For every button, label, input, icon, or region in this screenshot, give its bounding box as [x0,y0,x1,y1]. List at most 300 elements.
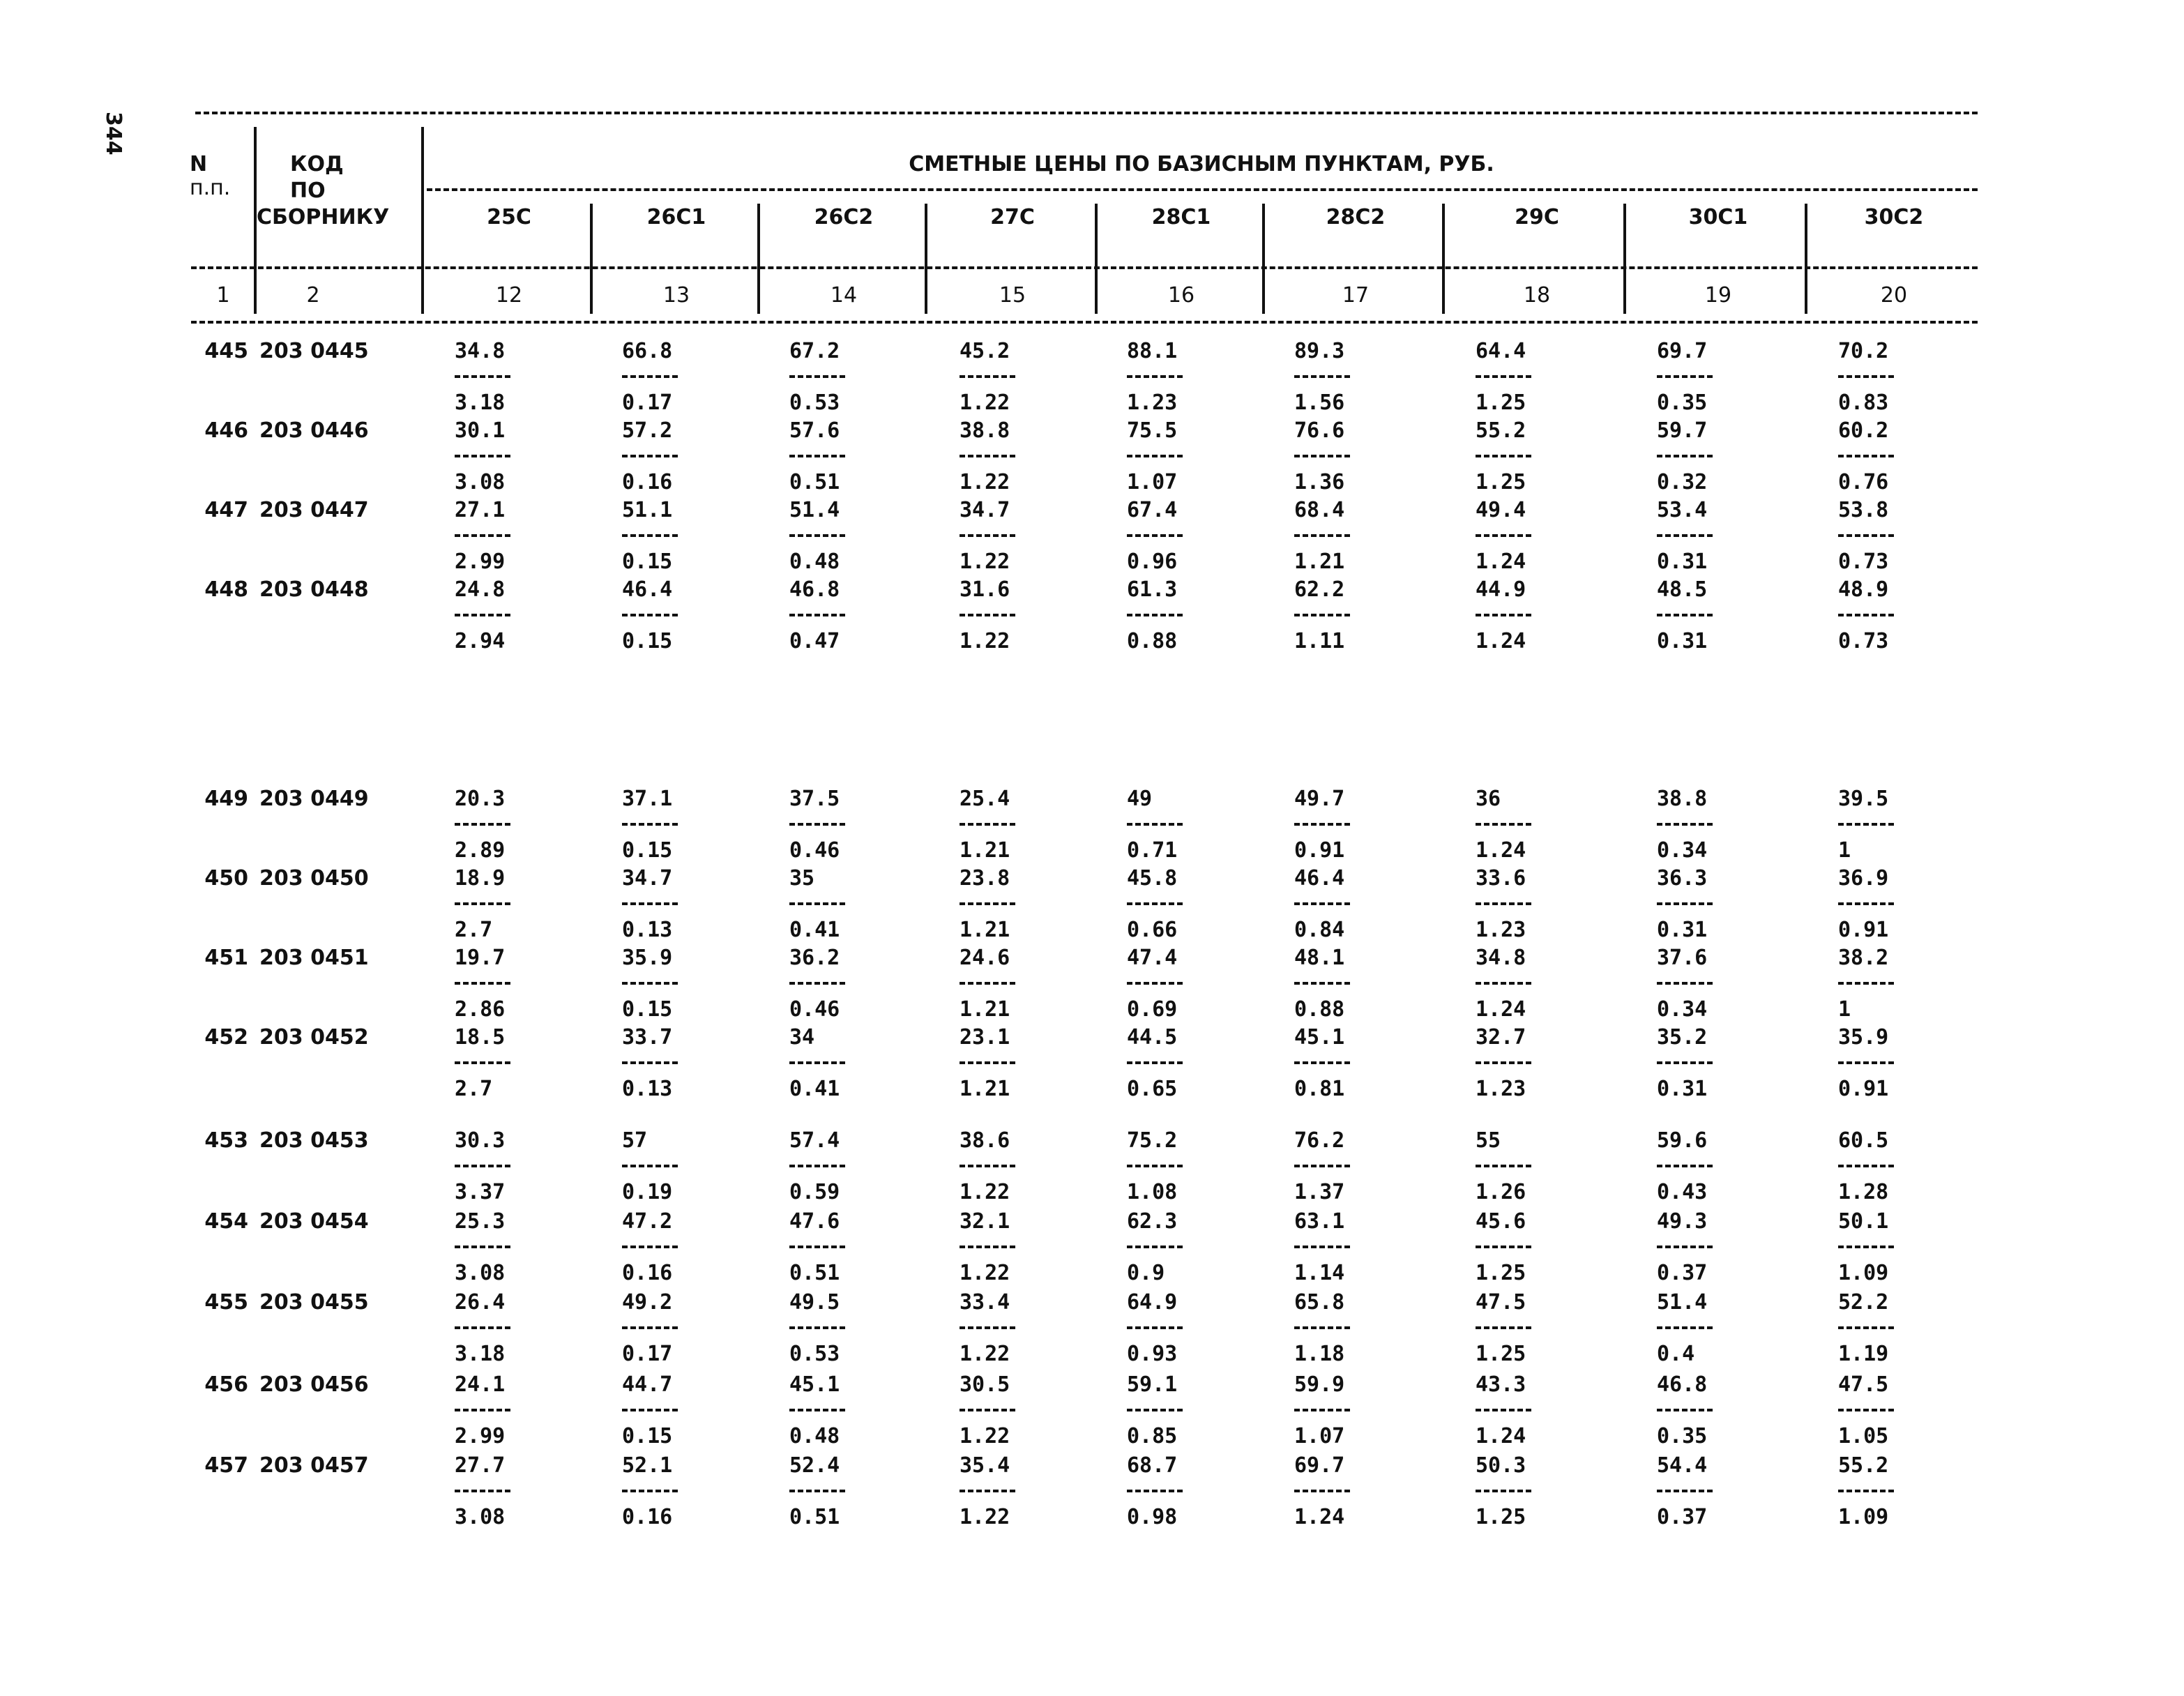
price-subvalue: 1.11 [1294,629,1345,653]
price-subvalue: 0.85 [1127,1424,1178,1448]
fraction-bar [455,1409,510,1411]
fraction-bar [1127,823,1183,826]
fraction-bar [1838,1409,1894,1411]
price-subvalue: 2.7 [455,1077,493,1101]
price-value: 62.2 [1294,577,1345,602]
price-subvalue: 0.46 [789,997,840,1022]
fraction-bar [1838,375,1894,378]
fraction-bar [1838,902,1894,905]
price-value: 47.5 [1838,1372,1889,1397]
col-code-label-3: СБОРНИКУ [257,205,390,229]
price-subvalue: 1.22 [960,470,1010,494]
price-subvalue: 1.25 [1476,391,1526,415]
price-subvalue: 1.19 [1838,1342,1889,1366]
price-value: 35.9 [622,946,673,970]
price-subvalue: 1.23 [1476,918,1526,942]
fraction-bar [960,1326,1015,1329]
price-value: 76.2 [1294,1128,1345,1153]
column-index: 19 [1704,283,1732,308]
fraction-bar [622,534,678,537]
fraction-bar [1657,455,1713,457]
row-code: 203 0445 [259,339,369,363]
price-value: 35.9 [1838,1025,1889,1050]
fraction-bar [1838,823,1894,826]
price-subvalue: 3.08 [455,470,506,494]
price-value: 47.4 [1127,946,1178,970]
price-subvalue: 0.15 [622,997,673,1022]
price-subvalue: 1.21 [960,1077,1010,1101]
price-subvalue: 0.31 [1657,550,1708,574]
price-subvalue: 1.25 [1476,470,1526,494]
price-value: 49.3 [1657,1209,1708,1234]
fraction-bar [1657,1326,1713,1329]
fraction-bar [1294,902,1350,905]
row-number: 446 [204,418,248,443]
fraction-bar [789,1061,845,1064]
price-subvalue: 3.18 [455,1342,506,1366]
price-value: 33.6 [1476,866,1526,891]
fraction-bar [1657,375,1713,378]
fraction-bar [1294,823,1350,826]
price-value: 36.2 [789,946,840,970]
price-value: 24.8 [455,577,506,602]
price-value: 38.8 [1657,787,1708,811]
price-subvalue: 1.25 [1476,1342,1526,1366]
price-subvalue: 1.21 [960,918,1010,942]
price-subvalue: 0.16 [622,1505,673,1529]
price-value: 36 [1476,787,1501,811]
price-subvalue: 1.21 [960,838,1010,863]
fraction-bar [1476,534,1531,537]
price-value: 45.1 [789,1372,840,1397]
price-value: 68.7 [1127,1453,1178,1478]
fraction-bar [789,1326,845,1329]
price-value: 27.7 [455,1453,506,1478]
row-number: 448 [204,577,248,602]
fraction-bar [1476,1409,1531,1411]
price-value: 51.4 [1657,1290,1708,1315]
price-subvalue: 0.19 [622,1180,673,1204]
price-value: 64.9 [1127,1290,1178,1315]
price-value: 65.8 [1294,1290,1345,1315]
fraction-bar [622,1165,678,1167]
fraction-bar [1127,614,1183,616]
price-value: 24.1 [455,1372,506,1397]
price-value: 30.1 [455,418,506,443]
fraction-bar [1476,1490,1531,1492]
fraction-bar [1657,1246,1713,1248]
price-value: 61.3 [1127,577,1178,602]
price-subvalue: 0.34 [1657,838,1708,863]
price-subvalue: 0.51 [789,1505,840,1529]
price-subvalue: 1.24 [1294,1505,1345,1529]
fraction-bar [1476,902,1531,905]
price-value: 53.8 [1838,498,1889,522]
price-value: 57 [622,1128,648,1153]
row-number: 452 [204,1025,248,1050]
price-value: 62.3 [1127,1209,1178,1234]
price-value: 37.6 [1657,946,1708,970]
fraction-bar [1657,1490,1713,1492]
price-subvalue: 1.25 [1476,1261,1526,1285]
fraction-bar [1127,534,1183,537]
price-value: 23.1 [960,1025,1010,1050]
fraction-bar [789,1165,845,1167]
fraction-bar [622,982,678,985]
fraction-bar [455,1246,510,1248]
price-value: 32.7 [1476,1025,1526,1050]
table-row [0,1025,2184,1137]
fraction-bar [960,1409,1015,1411]
price-subvalue: 0.83 [1838,391,1889,415]
price-value: 59.6 [1657,1128,1708,1153]
price-value: 38.6 [960,1128,1010,1153]
fraction-bar [1657,982,1713,985]
price-subvalue: 0.51 [789,1261,840,1285]
price-subvalue: 3.18 [455,391,506,415]
price-subvalue: 1 [1838,997,1851,1022]
price-value: 46.4 [1294,866,1345,891]
price-subvalue: 1.23 [1127,391,1178,415]
price-value: 60.5 [1838,1128,1889,1153]
price-value: 55 [1476,1128,1501,1153]
fraction-bar [455,1490,510,1492]
fraction-bar [960,902,1015,905]
price-value: 50.1 [1838,1209,1889,1234]
point-header: 30С1 [1688,205,1748,229]
price-subvalue: 1.24 [1476,997,1526,1022]
price-value: 59.7 [1657,418,1708,443]
price-value: 48.1 [1294,946,1345,970]
fraction-bar [1838,1246,1894,1248]
col-no-label: N [190,152,208,176]
row-code: 203 0457 [259,1453,369,1478]
fraction-bar [1657,1061,1713,1064]
column-index: 2 [306,283,320,308]
price-subvalue: 2.7 [455,918,493,942]
fraction-bar [960,1165,1015,1167]
price-value: 32.1 [960,1209,1010,1234]
price-subvalue: 1 [1838,838,1851,863]
price-value: 69.7 [1294,1453,1345,1478]
price-value: 47.6 [789,1209,840,1234]
price-subvalue: 0.53 [789,1342,840,1366]
price-subvalue: 0.71 [1127,838,1178,863]
point-header: 25С [487,205,531,229]
price-subvalue: 0.41 [789,1077,840,1101]
price-subvalue: 0.31 [1657,629,1708,653]
price-value: 47.2 [622,1209,673,1234]
price-subvalue: 2.94 [455,629,506,653]
row-number: 456 [204,1372,248,1397]
price-value: 49.4 [1476,498,1526,522]
price-subvalue: 3.37 [455,1180,506,1204]
price-value: 46.4 [622,577,673,602]
price-subvalue: 0.53 [789,391,840,415]
fraction-bar [1294,1409,1350,1411]
fraction-bar [960,1061,1015,1064]
fraction-bar [455,902,510,905]
price-subvalue: 1.22 [960,391,1010,415]
price-value: 44.9 [1476,577,1526,602]
row-code: 203 0449 [259,787,369,811]
fraction-bar [1838,534,1894,537]
fraction-bar [455,1165,510,1167]
fraction-bar [1127,1326,1183,1329]
price-value: 54.4 [1657,1453,1708,1478]
price-subvalue: 0.93 [1127,1342,1178,1366]
price-subvalue: 1.22 [960,1342,1010,1366]
price-subvalue: 0.17 [622,391,673,415]
price-value: 66.8 [622,339,673,363]
price-subvalue: 1.37 [1294,1180,1345,1204]
column-index: 14 [830,283,858,308]
price-subvalue: 1.24 [1476,1424,1526,1448]
price-subvalue: 0.51 [789,470,840,494]
fraction-bar [1127,1246,1183,1248]
row-code: 203 0448 [259,577,369,602]
price-value: 52.4 [789,1453,840,1478]
price-subvalue: 1.05 [1838,1424,1889,1448]
fraction-bar [455,982,510,985]
price-subvalue: 1.24 [1476,629,1526,653]
row-code: 203 0447 [259,498,369,522]
fraction-bar [455,1061,510,1064]
row-code: 203 0456 [259,1372,369,1397]
fraction-bar [1838,1165,1894,1167]
fraction-bar [1294,1061,1350,1064]
fraction-bar [1127,902,1183,905]
point-header: 28С2 [1326,205,1386,229]
row-code: 203 0454 [259,1209,369,1234]
fraction-bar [1476,982,1531,985]
price-subvalue: 0.46 [789,838,840,863]
fraction-bar [1127,982,1183,985]
price-subvalue: 0.35 [1657,1424,1708,1448]
price-value: 51.1 [622,498,673,522]
price-subvalue: 0.15 [622,1424,673,1448]
col-no-label-2: п.п. [190,176,231,200]
fraction-bar [1294,455,1350,457]
price-value: 69.7 [1657,339,1708,363]
price-subvalue: 0.37 [1657,1261,1708,1285]
fraction-bar [1476,1246,1531,1248]
fraction-bar [1294,375,1350,378]
price-subvalue: 1.25 [1476,1505,1526,1529]
price-value: 53.4 [1657,498,1708,522]
table-row [0,1453,2184,1565]
row-number: 454 [204,1209,248,1234]
price-value: 31.6 [960,577,1010,602]
fraction-bar [1476,455,1531,457]
fraction-bar [1127,375,1183,378]
price-value: 34.7 [960,498,1010,522]
price-subvalue: 3.08 [455,1261,506,1285]
price-value: 30.5 [960,1372,1010,1397]
price-value: 57.6 [789,418,840,443]
price-value: 18.5 [455,1025,506,1050]
point-header: 26С1 [646,205,706,229]
price-value: 50.3 [1476,1453,1526,1478]
price-subvalue: 0.15 [622,629,673,653]
price-value: 36.3 [1657,866,1708,891]
fraction-bar [789,902,845,905]
fraction-bar [455,375,510,378]
price-subvalue: 1.22 [960,1180,1010,1204]
price-subvalue: 0.66 [1127,918,1178,942]
price-value: 57.4 [789,1128,840,1153]
price-value: 38.8 [960,418,1010,443]
fraction-bar [1657,614,1713,616]
price-subvalue: 0.73 [1838,550,1889,574]
point-header: 30С2 [1864,205,1924,229]
fraction-bar [960,1246,1015,1248]
price-subvalue: 0.76 [1838,470,1889,494]
price-subvalue: 0.48 [789,1424,840,1448]
row-number: 453 [204,1128,248,1153]
price-subvalue: 1.22 [960,629,1010,653]
price-value: 52.1 [622,1453,673,1478]
price-value: 47.5 [1476,1290,1526,1315]
fraction-bar [789,375,845,378]
price-subvalue: 1.22 [960,1424,1010,1448]
price-subvalue: 2.89 [455,838,506,863]
price-value: 37.5 [789,787,840,811]
fraction-bar [455,614,510,616]
point-header: 26С2 [814,205,874,229]
price-subvalue: 1.24 [1476,550,1526,574]
price-subvalue: 1.07 [1127,470,1178,494]
column-index: 1 [216,283,230,308]
column-index: 16 [1167,283,1195,308]
price-value: 55.2 [1838,1453,1889,1478]
price-value: 46.8 [1657,1372,1708,1397]
price-subvalue: 2.99 [455,550,506,574]
price-value: 49.2 [622,1290,673,1315]
price-subvalue: 1.09 [1838,1261,1889,1285]
price-value: 34.8 [1476,946,1526,970]
price-value: 52.2 [1838,1290,1889,1315]
price-subvalue: 1.21 [960,997,1010,1022]
price-value: 63.1 [1294,1209,1345,1234]
price-subvalue: 0.31 [1657,1077,1708,1101]
price-subvalue: 1.26 [1476,1180,1526,1204]
price-subvalue: 0.31 [1657,918,1708,942]
price-value: 49 [1127,787,1153,811]
price-subvalue: 0.15 [622,838,673,863]
price-value: 20.3 [455,787,506,811]
price-value: 25.4 [960,787,1010,811]
price-subvalue: 0.32 [1657,470,1708,494]
fraction-bar [1127,1409,1183,1411]
fraction-bar [622,1326,678,1329]
fraction-bar [789,455,845,457]
fraction-bar [960,1490,1015,1492]
column-index: 15 [999,283,1026,308]
price-value: 36.9 [1838,866,1889,891]
price-subvalue: 0.17 [622,1342,673,1366]
price-subvalue: 0.48 [789,550,840,574]
fraction-bar [622,1246,678,1248]
price-subvalue: 1.18 [1294,1342,1345,1366]
price-value: 18.9 [455,866,506,891]
price-value: 59.1 [1127,1372,1178,1397]
price-value: 34.7 [622,866,673,891]
price-value: 89.3 [1294,339,1345,363]
fraction-bar [622,902,678,905]
fraction-bar [960,455,1015,457]
fraction-bar [789,823,845,826]
price-value: 35 [789,866,815,891]
fraction-bar [1294,534,1350,537]
price-value: 55.2 [1476,418,1526,443]
price-value: 46.8 [789,577,840,602]
price-subvalue: 0.65 [1127,1077,1178,1101]
column-index: 18 [1523,283,1551,308]
price-value: 33.7 [622,1025,673,1050]
price-subvalue: 1.56 [1294,391,1345,415]
price-subvalue: 2.86 [455,997,506,1022]
price-subvalue: 1.09 [1838,1505,1889,1529]
price-subvalue: 0.35 [1657,391,1708,415]
price-subvalue: 0.88 [1127,629,1178,653]
row-number: 451 [204,946,248,970]
fraction-bar [960,614,1015,616]
price-value: 45.2 [960,339,1010,363]
fraction-bar [789,1409,845,1411]
price-subvalue: 0.37 [1657,1505,1708,1529]
column-index: 20 [1880,283,1908,308]
row-code: 203 0446 [259,418,369,443]
price-value: 57.2 [622,418,673,443]
price-subvalue: 1.36 [1294,470,1345,494]
fraction-bar [1838,1326,1894,1329]
price-subvalue: 0.16 [622,470,673,494]
fraction-bar [622,1490,678,1492]
row-number: 450 [204,866,248,891]
price-subvalue: 0.91 [1838,1077,1889,1101]
fraction-bar [1476,1165,1531,1167]
fraction-bar [1657,1409,1713,1411]
col-code-label-1: КОД [290,152,344,176]
table-row [0,577,2184,689]
price-subvalue: 0.16 [622,1261,673,1285]
fraction-bar [455,823,510,826]
price-subvalue: 1.22 [960,550,1010,574]
point-header: 29С [1515,205,1559,229]
fraction-bar [1476,823,1531,826]
price-value: 35.4 [960,1453,1010,1478]
price-value: 48.9 [1838,577,1889,602]
price-value: 44.5 [1127,1025,1178,1050]
price-value: 51.4 [789,498,840,522]
price-value: 43.3 [1476,1372,1526,1397]
fraction-bar [960,823,1015,826]
fraction-bar [1294,982,1350,985]
col-code-label-2: ПО [290,179,326,203]
row-number: 447 [204,498,248,522]
fraction-bar [1838,1490,1894,1492]
price-value: 59.9 [1294,1372,1345,1397]
fraction-bar [960,534,1015,537]
row-code: 203 0450 [259,866,369,891]
fraction-bar [960,375,1015,378]
fraction-bar [1294,1165,1350,1167]
fraction-bar [789,1246,845,1248]
price-value: 88.1 [1127,339,1178,363]
row-number: 455 [204,1290,248,1315]
price-subvalue: 0.4 [1657,1342,1695,1366]
